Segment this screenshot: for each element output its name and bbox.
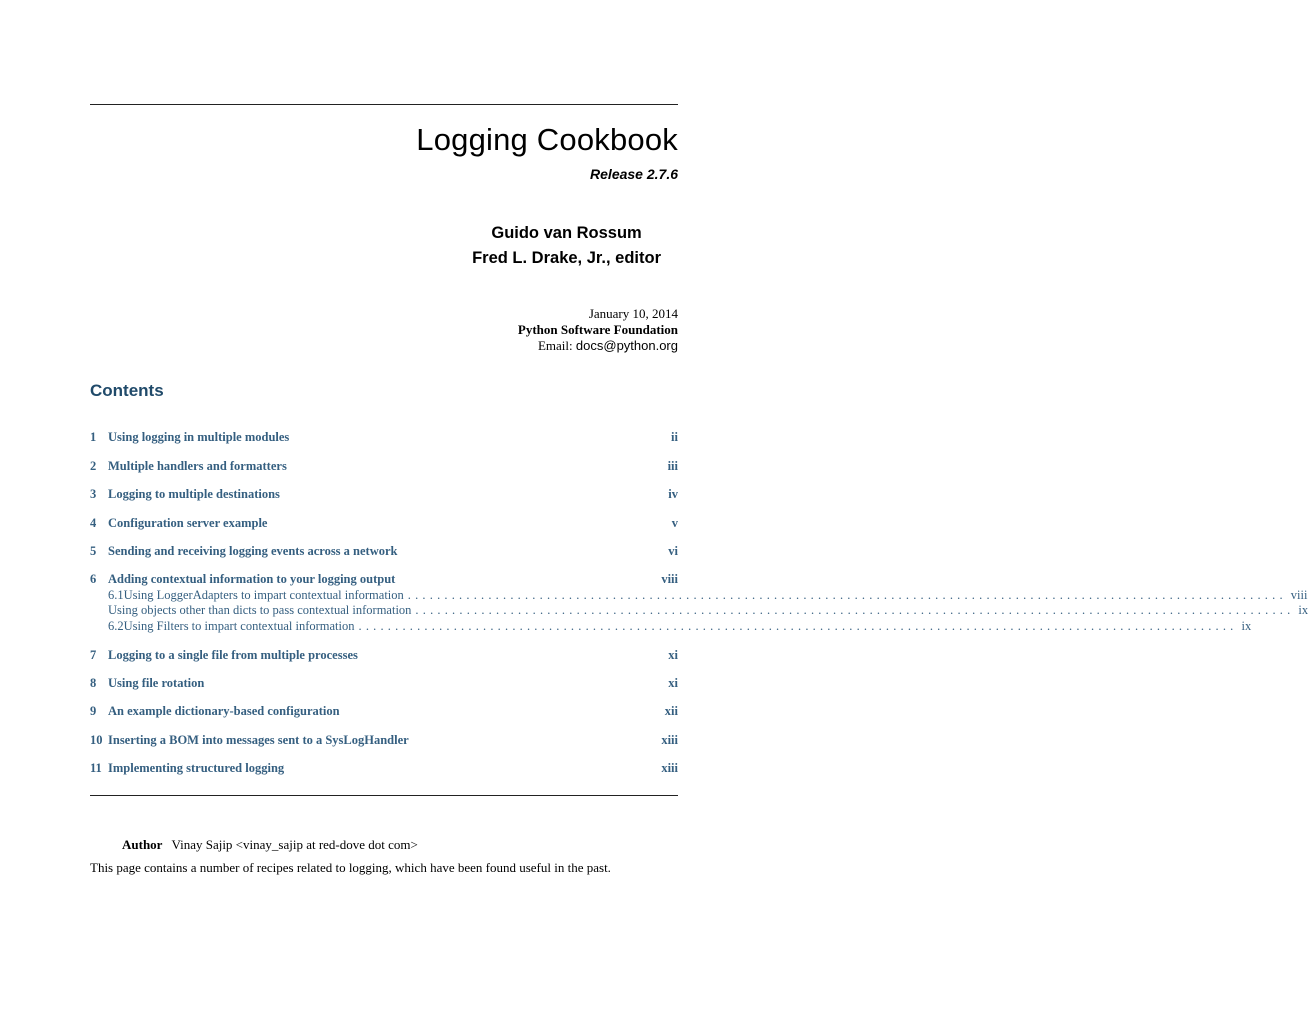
toc-entry-label: An example dictionary-based configuration: [108, 704, 340, 718]
toc-entry[interactable]: [90, 761, 678, 777]
toc-entry[interactable]: [90, 544, 678, 560]
toc-subentry[interactable]: [90, 619, 1252, 635]
toc-entry-label: Using file rotation: [108, 676, 205, 690]
intro-paragraph: This page contains a number of recipes related to logging, which have been found useful in the past.: [90, 860, 611, 875]
toc-dot-leader: ........................................................................................................................: [407, 588, 1287, 602]
toc-entry-page: xi: [668, 648, 678, 662]
toc-entry-number: 3: [90, 487, 97, 501]
toc-entry-number: 6.2: [108, 619, 124, 633]
toc-entry-number: 6.1: [108, 588, 124, 602]
toc-entry[interactable]: [90, 704, 678, 720]
toc-dot-leader: ........................................................................................................................: [358, 619, 1238, 633]
toc-entry-page: vi: [668, 544, 678, 558]
author-field-value: Vinay Sajip <vinay_sajip at red-dove dot com>: [171, 837, 418, 852]
toc-entry-number: 5: [90, 544, 97, 558]
top-rule: [90, 104, 678, 105]
bottom-rule: [90, 795, 678, 796]
toc-entry-page: ix: [1241, 619, 1252, 633]
toc-entry-number: 9: [90, 704, 97, 718]
toc-entry-page: iv: [668, 487, 678, 501]
toc-entry-label: Multiple handlers and formatters: [108, 459, 287, 473]
toc-entry-number: 4: [90, 516, 97, 530]
toc-entry-page: ix: [1298, 603, 1308, 617]
toc-entry-number: 8: [90, 676, 97, 690]
toc-entry[interactable]: [90, 648, 678, 664]
toc-dot-leader: ........................................................................................................................: [415, 603, 1295, 617]
toc-entry[interactable]: [90, 572, 678, 588]
toc-entry-label: Implementing structured logging: [108, 761, 285, 775]
toc-entry-label: Using objects other than dicts to pass contextual information: [108, 603, 412, 617]
toc-entry[interactable]: [90, 430, 678, 446]
toc-entry-page: v: [671, 516, 678, 530]
toc-entry-number: 6: [90, 572, 97, 586]
toc-entry-label: Sending and receiving logging events across a network: [108, 544, 398, 558]
toc-entry-number: 11: [90, 761, 102, 775]
toc-entry-label: Adding contextual information to your logging output: [108, 572, 396, 586]
toc-entry-label: Using logging in multiple modules: [108, 430, 290, 444]
toc-entry-page: xiii: [661, 761, 678, 775]
editor-name: Fred L. Drake, Jr., editor: [472, 249, 661, 267]
author-name: Guido van Rossum: [491, 224, 642, 242]
toc-entry-label: Logging to multiple destinations: [108, 487, 280, 501]
toc-entry-label: Configuration server example: [108, 516, 268, 530]
toc-entry-label: Logging to a single file from multiple processes: [108, 648, 358, 662]
organization-name: Python Software Foundation: [517, 322, 678, 337]
toc-entry-label: Inserting a BOM into messages sent to a SysLogHandler: [108, 733, 409, 747]
email-address: docs@python.org: [575, 338, 678, 353]
toc-entry[interactable]: [90, 676, 678, 692]
contents-heading: Contents: [90, 381, 164, 400]
toc-entry-page: xiii: [661, 733, 678, 747]
toc-entry-number: 2: [90, 459, 97, 473]
toc-entry[interactable]: [90, 487, 678, 503]
toc-entry-page: xii: [664, 704, 678, 718]
author-field-label: Author: [122, 837, 163, 852]
toc-entry-label: Using LoggerAdapters to impart contextual information: [123, 588, 404, 602]
authors-block: [472, 221, 661, 271]
publication-date: January 10, 2014: [588, 306, 678, 321]
toc-subentry[interactable]: [90, 588, 1308, 604]
email-line: [518, 338, 678, 354]
toc-entry-page: viii: [661, 572, 678, 586]
toc-entry[interactable]: [90, 459, 678, 475]
toc-entry-page: xi: [668, 676, 678, 690]
release-label: Release 2.7.6: [590, 166, 678, 182]
toc-entry-number: 10: [90, 733, 103, 747]
publication-meta: [518, 306, 678, 354]
author-field: [122, 837, 418, 853]
toc-entry-label: Using Filters to impart contextual information: [123, 619, 355, 633]
document-title: Logging Cookbook: [416, 122, 678, 157]
toc-entry-page: viii: [1290, 588, 1308, 602]
toc-entry-number: 1: [90, 430, 97, 444]
toc-entry-number: 7: [90, 648, 97, 662]
email-label: Email:: [537, 338, 573, 353]
toc-subentry[interactable]: [90, 603, 1308, 619]
toc-entry-page: ii: [671, 430, 678, 444]
toc-entry[interactable]: [90, 733, 678, 749]
toc-entry[interactable]: [90, 516, 678, 532]
toc-entry-page: iii: [667, 459, 678, 473]
